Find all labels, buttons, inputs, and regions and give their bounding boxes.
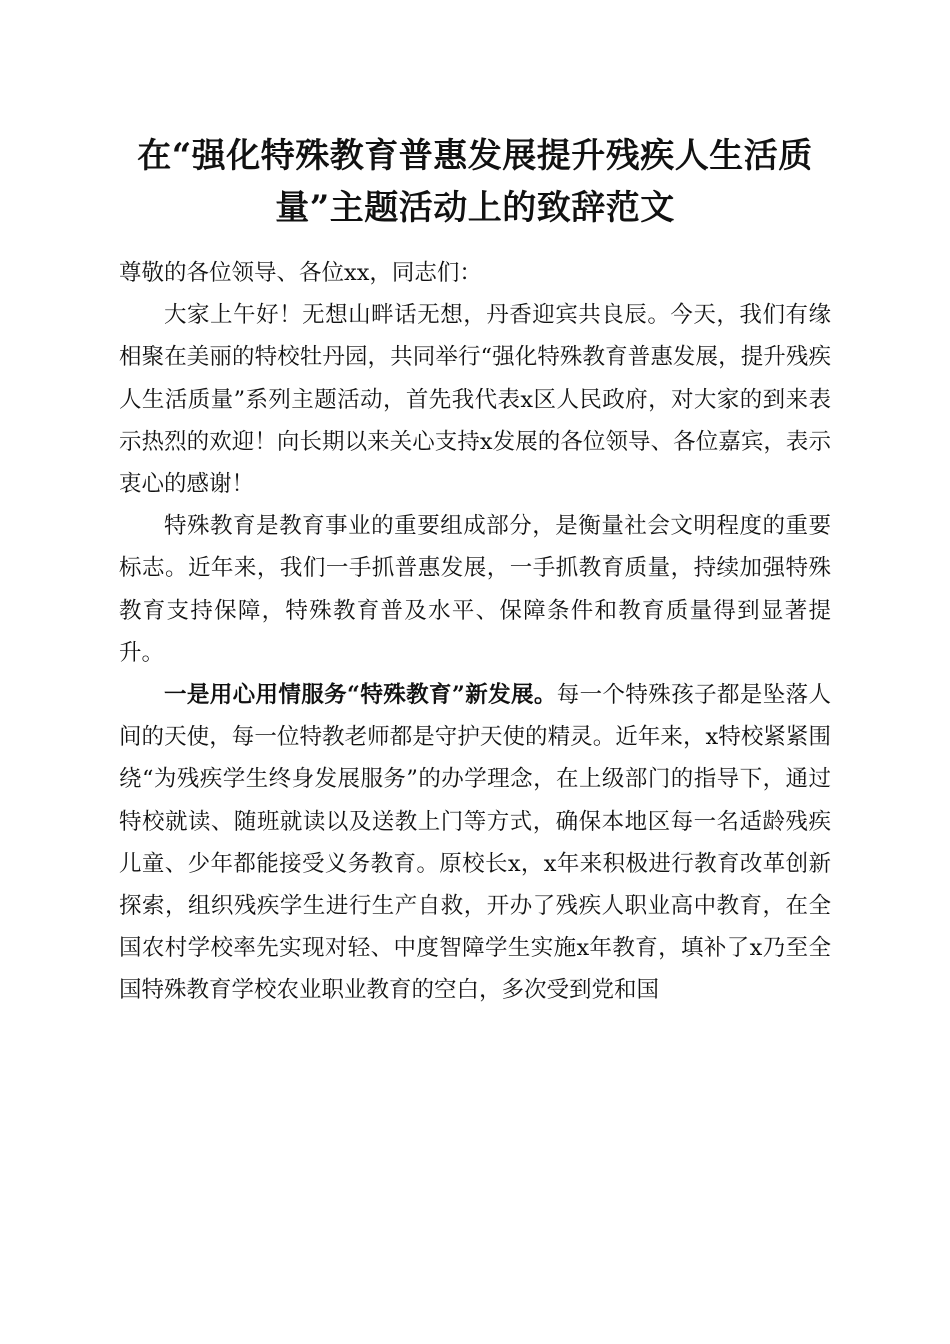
document-title [100,130,850,234]
paragraph-lead: 一是用心用情服务“特殊教育”新发展。 [164,682,557,709]
paragraph-overview [119,505,831,674]
paragraph-welcome [119,294,831,505]
title-line-1: 在“强化特殊教育普惠发展提升残疾人生活质 [137,136,813,176]
paragraph-text: 特殊教育是教育事业的重要组成部分，是衡量社会文明程度的重要标志。近年来，我们一手抓普惠发展，一手抓教育质量，持续加强特殊教育支持保障，特殊教育普及水平、保障条件和教育质量得到显著提升。 [119,513,831,666]
salutation: 尊敬的各位领导、各位xx，同志们： [119,260,482,286]
paragraph-text: 大家上午好！无想山畔话无想，丹香迎宾共良辰。今天，我们有缘相聚在美丽的特校牡丹园，共同举行“强化特殊教育普惠发展，提升残疾人生活质量”系列主题活动，首先我代表x区人民政府，对大家的到来表示热烈的欢迎！向长期以来关心支持x发展的各位领导、各位嘉宾，表示衷心的感谢！ [119,302,831,498]
paragraph-point-one [119,674,831,1012]
paragraph-text: 每一个特殊孩子都是坠落人间的天使，每一位特教老师都是守护天使的精灵。近年来，x特校紧紧围绕“为残疾学生终身发展服务”的办学理念，在上级部门的指导下，通过特校就读、随班就读以及送教上门等方式，确保本地区每一名适龄残疾儿童、少年都能接受义务教育。原校长x，x年来积极进行教育改革创新探索，组织残疾学生进行生产自救，开办了残疾人职业高中教育，在全国农村学校率先实现对轻、中度智障学生实施x年教育，填补了x乃至全国特殊教育学校农业职业教育的空白，多次受到党和国 [119,682,831,1004]
document-body [119,252,831,1012]
title-line-2: 量”主题活动上的致辞范文 [275,188,675,228]
